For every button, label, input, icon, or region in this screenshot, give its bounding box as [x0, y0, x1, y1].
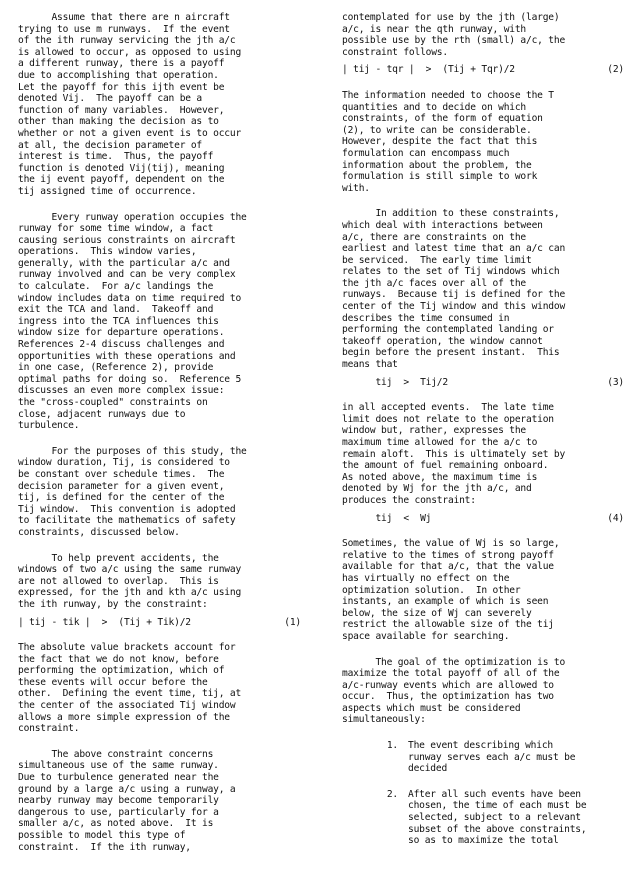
- text-line: performing the contemplated landing or: [342, 324, 554, 336]
- text-line: In addition to these constraints,: [342, 208, 560, 220]
- text-line: restrict the allowable size of the tij: [342, 619, 554, 631]
- text-line: nearby runway may become temporarily: [18, 795, 219, 807]
- text-line: selected, subject to a relevant: [408, 812, 581, 824]
- text-line: runway for some time window, a fact: [18, 223, 214, 235]
- text-line: Assume that there are n aircraft: [18, 12, 230, 23]
- text-line: tij, is defined for the center of the: [18, 492, 225, 504]
- equation-expression: | tij - tqr | > (Tij + Tqr)/2: [342, 64, 515, 76]
- text-line: maximize the total payoff of all of the: [342, 668, 560, 680]
- text-line: window size for departure operations.: [18, 327, 225, 339]
- text-line: opportunities with these operations and: [18, 350, 236, 362]
- text-line: window duration, Tij, is considered to: [18, 457, 230, 469]
- text-line: denoted Vij. The payoff can be a: [18, 93, 203, 105]
- text-line: Every runway operation occupies the: [18, 211, 247, 223]
- text-line: discusses an even more complex issue:: [18, 385, 225, 397]
- text-line: denoted by Wj for the jth a/c, and: [342, 483, 532, 495]
- text-line: window includes data on time required to: [18, 292, 242, 304]
- text-line: has virtually no effect on the: [342, 572, 510, 584]
- text-line: contemplated for use by the jth (large): [342, 12, 560, 23]
- text-line: References 2-4 discuss challenges and: [18, 339, 225, 351]
- text-line: Due to turbulence generated near the: [18, 772, 219, 784]
- text-line: relates to the set of Tij windows which: [342, 266, 560, 278]
- text-line: exit the TCA and land. Takeoff and: [18, 304, 214, 316]
- text-line: windows of two a/c using the same runway: [18, 564, 242, 576]
- text-line: ground by a large a/c using a runway, a: [18, 783, 236, 795]
- text-line: be serviced. The early time limit: [342, 254, 532, 266]
- text-line: optimization solution. In other: [342, 584, 521, 596]
- text-line: other than making the decision as to: [18, 116, 219, 128]
- text-line: the "cross-coupled" constraints on: [18, 397, 208, 408]
- text-line: space available for searching.: [342, 630, 510, 642]
- text-line: The absolute value brackets account for: [18, 642, 236, 654]
- text-line: to facilitate the mathematics of safety: [18, 515, 236, 527]
- text-line: performing the optimization, which of: [18, 665, 225, 677]
- text-line: which deal with interactions between: [342, 219, 543, 231]
- text-line: simultaneous use of the same runway.: [18, 760, 219, 772]
- text-line: be constant over schedule times. The: [18, 468, 225, 480]
- text-line: smaller a/c, as noted above. It is: [18, 818, 214, 830]
- text-line: formulation can encompass much: [342, 147, 510, 159]
- text-line: at all, the decision parameter of: [18, 139, 203, 151]
- text-line: formulation is still simple to work: [342, 171, 538, 183]
- list-item-text: [408, 789, 626, 847]
- text-line: Tij window. This convention is adopted: [18, 503, 236, 515]
- text-line: decision parameter for a given event,: [18, 480, 225, 492]
- paragraph: [342, 12, 626, 58]
- text-line: ingress into the TCA influences this: [18, 315, 219, 327]
- text-line: the ij event payoff, dependent on the: [18, 174, 225, 186]
- equation-expression: tij < Wj: [342, 512, 432, 524]
- text-line: expressed, for the jth and kth a/c using: [18, 587, 242, 599]
- text-line: a/c, there are constraints on the: [342, 231, 527, 243]
- text-line: constraints, discussed below.: [18, 526, 180, 538]
- equation-4: [342, 513, 626, 525]
- text-line: takeoff operation, the window cannot: [342, 335, 543, 347]
- list-marker: 2.: [386, 788, 398, 800]
- equation-1: [18, 617, 303, 629]
- text-line: constraint. If the ith runway,: [18, 841, 191, 853]
- text-line: (2), to write can be considerable.: [342, 124, 532, 136]
- text-line: subset of the above constraints,: [408, 823, 587, 835]
- list-item: [342, 740, 626, 775]
- equation-expression: tij > Tij/2: [342, 376, 448, 388]
- text-line: turbulence.: [18, 420, 80, 432]
- text-line: in one case, (Reference 2), provide: [18, 362, 214, 374]
- text-line: The information needed to choose the T: [342, 89, 554, 101]
- text-line: remain aloft. This is ultimately set by: [342, 448, 566, 460]
- text-line: below, the size of Wj can severely: [342, 607, 532, 619]
- text-line: in all accepted events. The late time: [342, 402, 554, 414]
- text-line: begin before the present instant. This: [342, 347, 560, 359]
- text-line: whether or not a given event is to occur: [18, 127, 242, 139]
- text-line: runways. Because tij is defined for the: [342, 289, 566, 301]
- text-line: earliest and latest time that an a/c can: [342, 243, 566, 255]
- equation-expression: | tij - tik | > (Tij + Tik)/2: [18, 616, 191, 628]
- text-line: constraints, of the form of equation: [342, 113, 543, 125]
- text-line: function is denoted Vij(tij), meaning: [18, 162, 225, 174]
- text-line: available for that a/c, that the value: [342, 561, 554, 573]
- text-line: decided: [408, 763, 448, 775]
- text-line: tij assigned time of occurrence.: [18, 185, 197, 197]
- text-line: allows a more simple expression of the: [18, 711, 230, 723]
- text-line: chosen, the time of each must be: [408, 800, 587, 812]
- left-column: [18, 12, 303, 867]
- text-line: simultaneously:: [342, 714, 426, 726]
- text-line: a different runway, there is a payoff: [18, 58, 225, 70]
- text-line: dangerous to use, particularly for a: [18, 806, 219, 818]
- text-line: aspects which must be considered: [342, 702, 521, 714]
- equation-2: [342, 64, 626, 76]
- numbered-list: [342, 740, 626, 847]
- list-marker: 1.: [386, 740, 398, 752]
- text-line: Let the payoff for this ijth event be: [18, 81, 225, 93]
- text-line: produces the constraint:: [342, 494, 476, 506]
- equation-number: (3): [607, 376, 624, 388]
- paragraph: [18, 642, 303, 735]
- text-line: maximum time allowed for the a/c to: [342, 437, 538, 448]
- paragraph: [18, 749, 303, 853]
- text-line: these events will occur before the: [18, 676, 208, 688]
- text-line: is allowed to occur, as opposed to using: [18, 46, 242, 58]
- text-line: possible use by the rth (small) a/c, the: [342, 35, 566, 47]
- text-line: center of the Tij window and this window: [342, 301, 566, 313]
- text-line: After all such events have been: [408, 788, 581, 800]
- paragraph: [342, 657, 626, 727]
- text-line: of the ith runway servicing the jth a/c: [18, 35, 236, 47]
- text-line: describes the time consumed in: [342, 312, 510, 324]
- text-line: function of many variables. However,: [18, 104, 225, 116]
- text-line: the ith runway, by the constraint:: [18, 598, 208, 610]
- equation-number: (2): [607, 64, 624, 76]
- text-line: instants, an example of which is seen: [342, 596, 549, 608]
- text-line: generally, with the particular a/c and: [18, 257, 230, 269]
- text-line: constraint follows.: [342, 46, 448, 58]
- text-line: Sometimes, the value of Wj is so large,: [342, 538, 560, 550]
- text-line: constraint.: [18, 723, 80, 735]
- text-line: the center of the associated Tij window: [18, 700, 236, 712]
- text-line: trying to use m runways. If the event: [18, 23, 230, 35]
- text-line: To help prevent accidents, the: [18, 552, 219, 564]
- text-line: occur. Thus, the optimization has two: [342, 691, 554, 703]
- text-line: runway involved and can be very complex: [18, 269, 236, 281]
- equation-3: [342, 377, 626, 389]
- text-line: a/c, is near the qth runway, with: [342, 23, 527, 35]
- text-line: operations. This window varies,: [18, 246, 197, 258]
- text-line: The above constraint concerns: [18, 748, 214, 760]
- right-column: [342, 12, 626, 861]
- text-line: possible to model this type of: [18, 830, 186, 841]
- text-line: However, despite the fact that this: [342, 136, 538, 148]
- text-line: relative to the times of strong payoff: [342, 549, 554, 561]
- text-line: The goal of the optimization is to: [342, 656, 566, 668]
- text-line: information about the problem, the: [342, 159, 532, 171]
- equation-number: (1): [284, 616, 301, 628]
- paragraph: [18, 212, 303, 432]
- text-line: other. Defining the event time, tij, at: [18, 688, 242, 700]
- text-line: to calculate. For a/c landings the: [18, 281, 214, 293]
- text-line: are not allowed to overlap. This is: [18, 575, 219, 587]
- paragraph: [342, 538, 626, 642]
- list-item-text: [408, 740, 626, 775]
- text-line: the fact that we do not know, before: [18, 653, 219, 665]
- text-line: means that: [342, 359, 398, 371]
- text-line: runway serves each a/c must be: [408, 751, 576, 763]
- text-line: limit does not relate to the operation: [342, 413, 554, 425]
- text-line: close, adjacent runways due to: [18, 408, 186, 420]
- text-line: a/c-runway events which are allowed to: [342, 679, 554, 691]
- text-line: For the purposes of this study, the: [18, 445, 247, 457]
- text-line: quantities and to decide on which: [342, 101, 527, 113]
- paragraph: [18, 446, 303, 539]
- paragraph: [342, 208, 626, 370]
- text-line: window but, rather, expresses the: [342, 425, 527, 437]
- equation-number: (4): [607, 512, 624, 524]
- text-line: As noted above, the maximum time is: [342, 471, 538, 483]
- paragraph: [342, 90, 626, 194]
- text-line: due to accomplishing that operation.: [18, 69, 219, 81]
- paragraph: [18, 12, 303, 198]
- text-line: the amount of fuel remaining onboard.: [342, 460, 549, 472]
- text-line: with.: [342, 182, 370, 194]
- paragraph: [342, 402, 626, 506]
- text-line: interest is time. Thus, the payoff: [18, 151, 214, 163]
- paragraph: [18, 553, 303, 611]
- list-item: [342, 789, 626, 847]
- text-line: optimal paths for doing so. Reference 5: [18, 373, 242, 385]
- text-line: causing serious constraints on aircraft: [18, 234, 236, 246]
- text-line: The event describing which: [408, 740, 553, 752]
- text-line: the jth a/c faces over all of the: [342, 277, 527, 289]
- text-line: so as to maximize the total: [408, 835, 559, 847]
